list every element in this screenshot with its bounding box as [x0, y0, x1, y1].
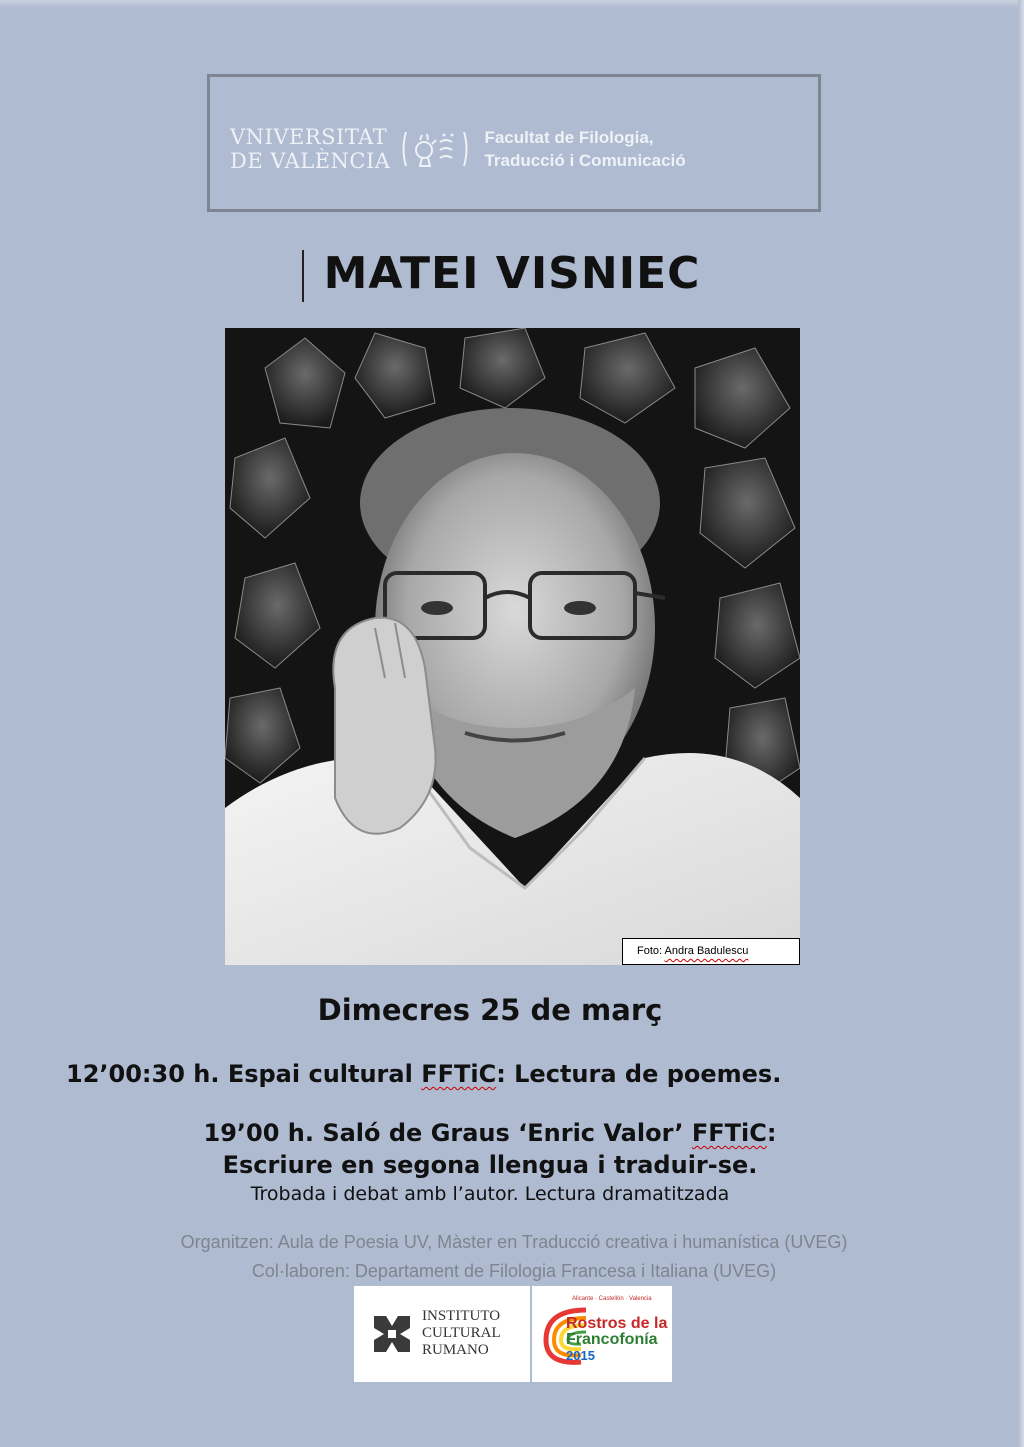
icr-name: [422, 1308, 501, 1359]
icr-name-line1: INSTITUTO: [422, 1308, 501, 1324]
rumanian-cross-icon: [366, 1308, 418, 1360]
university-name: [230, 125, 390, 173]
collaborators-text: Departament de Filologia Francesa i Italiana (UVEG): [349, 1261, 777, 1281]
faculty-name: [484, 126, 685, 172]
page-title: MATEI VISNIEC: [323, 248, 701, 299]
header-logo-box: [207, 74, 821, 212]
icr-name-line3: RUMANO: [422, 1342, 489, 1358]
author-portrait: [225, 328, 800, 965]
event-1-time-place: 12’00:30 h. Espai cultural: [66, 1060, 413, 1088]
university-name-line1: VNIVERSITAT: [230, 125, 388, 149]
university-name-line2: DE VALÈNCIA: [230, 149, 391, 173]
portrait-image: [225, 328, 800, 965]
event-2-venue-code: FFTiC: [691, 1119, 767, 1147]
event-2-colon: :: [766, 1119, 777, 1147]
page-edge-top: [0, 0, 1024, 8]
collaborators-line: [0, 1257, 1024, 1286]
organizers: [0, 1228, 1024, 1286]
event-2-time-place: 19’00 h. Saló de Graus ‘Enric Valor’: [203, 1119, 684, 1147]
event-2-subtitle: Trobada i debat amb l’autor. Lectura dramatitzada: [250, 1183, 730, 1205]
university-emblem-icon: [400, 126, 470, 172]
photo-credit: [622, 938, 800, 965]
event-1-activity: : Lectura de poemes.: [496, 1060, 782, 1088]
rf-name-line2: Francofonía: [566, 1331, 658, 1348]
event-date: Dimecres 25 de març: [317, 993, 663, 1027]
organizers-line: Organitzen: Aula de Poesia UV, Màster en Traducció creativa i humanística (UVEG): [180, 1232, 848, 1252]
event-1-venue-code: FFTiC: [421, 1060, 497, 1088]
event-2-heading: [0, 1117, 980, 1149]
event-2: [0, 1117, 980, 1207]
instituto-cultural-rumano-logo: [354, 1286, 530, 1382]
rf-name-line1: Rostros de la: [566, 1315, 668, 1332]
university-logo: [230, 125, 686, 173]
rostros-francofonia-logo: [532, 1286, 672, 1382]
faculty-name-line2: Traducció i Comunicació: [484, 151, 686, 170]
photo-credit-name: Andra Badulescu: [664, 945, 749, 957]
collaborators-prefix: Col·laboren:: [251, 1261, 350, 1281]
icr-name-line2: CULTURAL: [422, 1325, 501, 1341]
rf-year: 2015: [566, 1348, 595, 1363]
rf-cities: Alicante · Castellón · Valencia: [572, 1296, 652, 1302]
event-2-title: Escriure en segona llengua i traduir-se.: [222, 1151, 758, 1179]
event-1: [66, 1060, 781, 1088]
faculty-name-line1: Facultat de Filologia,: [484, 128, 654, 147]
rf-name: [566, 1316, 667, 1364]
photo-credit-prefix: Foto:: [637, 945, 663, 957]
